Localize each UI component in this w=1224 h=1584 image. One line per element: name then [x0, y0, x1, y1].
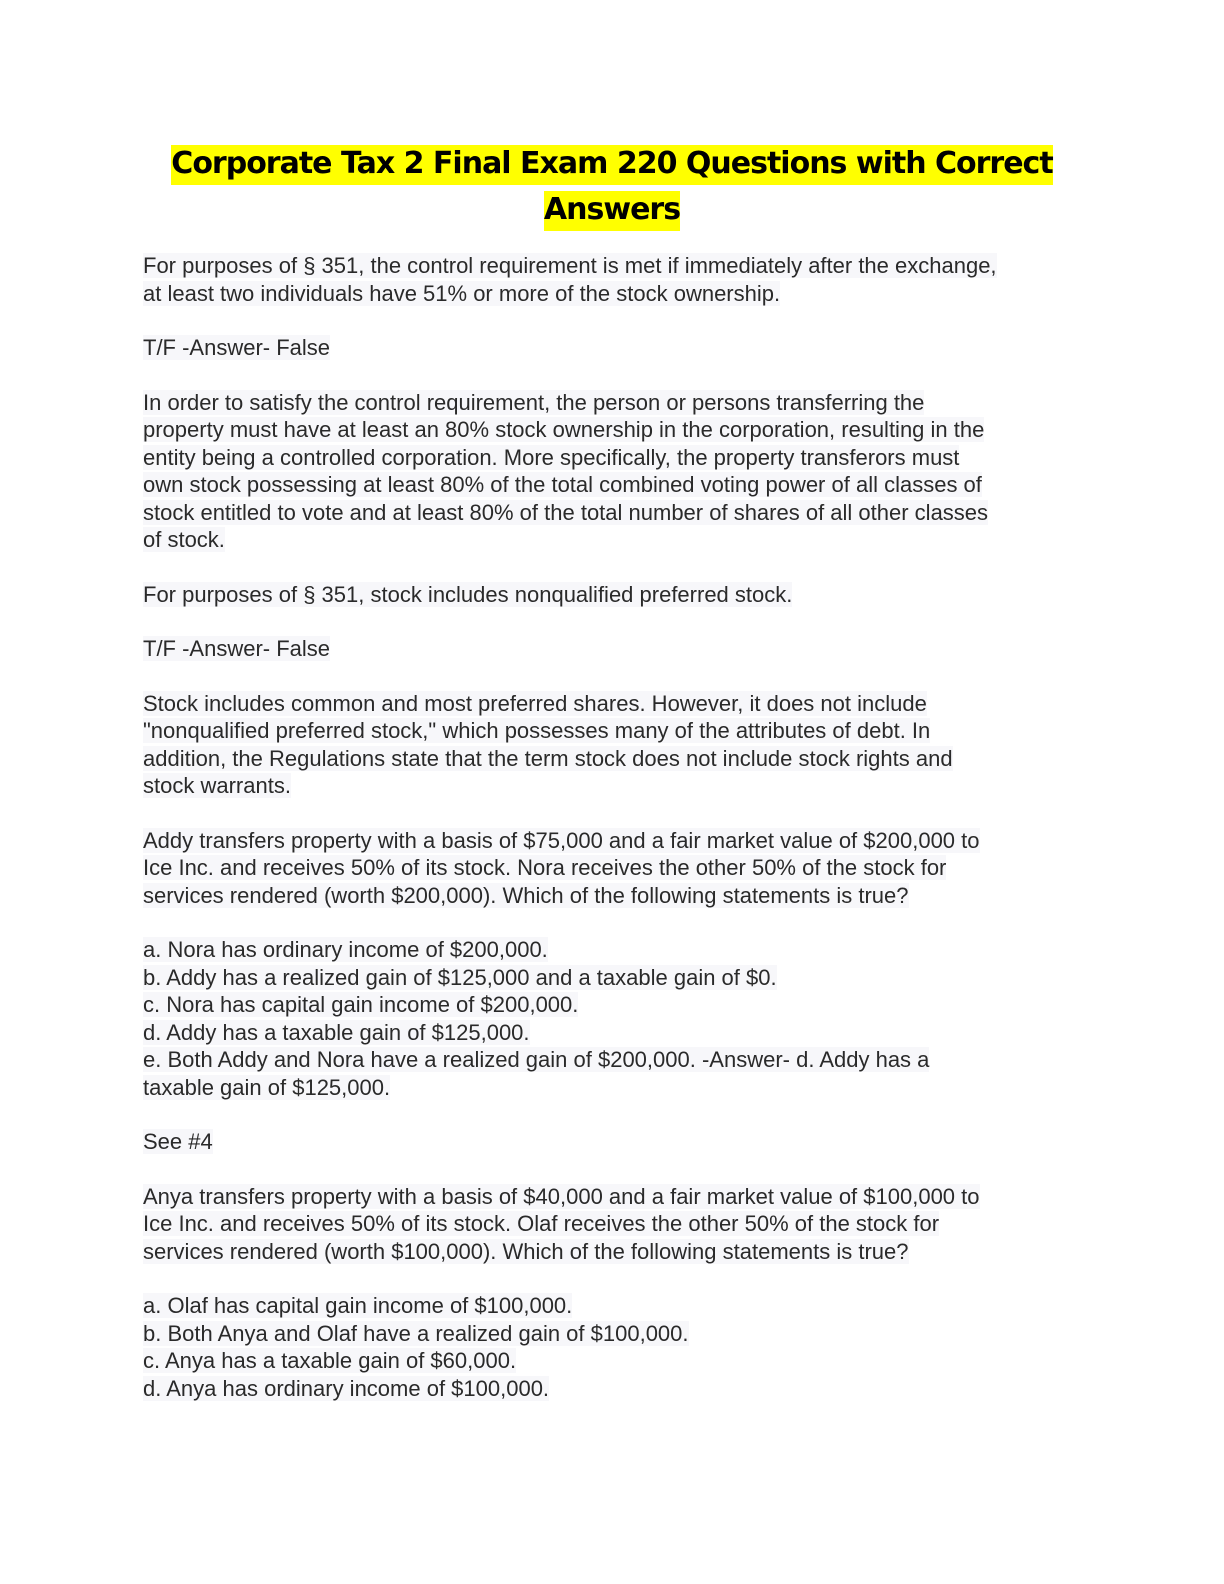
text-line	[143, 745, 1083, 773]
paragraph	[143, 1128, 1083, 1156]
text-line	[143, 526, 1083, 554]
text-line-content: In order to satisfy the control requirement, the person or persons transferring the	[143, 389, 925, 415]
paragraph	[143, 1183, 1083, 1266]
paragraph	[143, 334, 1083, 362]
text-line	[143, 717, 1083, 745]
text-line	[143, 1074, 1083, 1102]
text-line	[143, 827, 1083, 855]
text-line	[143, 444, 1083, 472]
text-line	[143, 1046, 1083, 1074]
text-line-content: a. Nora has ordinary income of $200,000.	[143, 937, 548, 962]
text-line-content: taxable gain of $125,000.	[143, 1074, 391, 1100]
text-line-content: of stock.	[143, 527, 225, 552]
text-line-content: Ice Inc. and receives 50% of its stock. Nora receives the other 50% of the stock for	[143, 855, 947, 880]
text-line	[143, 1292, 1083, 1320]
paragraph	[143, 635, 1083, 663]
text-line	[143, 1375, 1083, 1403]
text-line-content: Stock includes common and most preferred shares. However, it does not include	[143, 690, 927, 716]
page-title	[0, 146, 1224, 181]
text-line-content: entity being a controlled corporation. More specifically, the property transferors must	[143, 444, 960, 470]
text-line-content: c. Nora has capital gain income of $200,000.	[143, 992, 579, 1017]
paragraph	[143, 581, 1083, 609]
text-line-content: d. Addy has a taxable gain of $125,000.	[143, 1019, 530, 1045]
text-line	[143, 991, 1083, 1019]
text-line-content: b. Both Anya and Olaf have a realized gain of $100,000.	[143, 1320, 689, 1346]
text-line	[143, 936, 1083, 964]
text-line	[143, 389, 1083, 417]
text-line-content: e. Both Addy and Nora have a realized gain of $200,000. -Answer- d. Addy has a	[143, 1047, 930, 1072]
text-line-content: T/F -Answer- False	[143, 335, 331, 360]
text-line	[143, 635, 1083, 663]
text-line-content: T/F -Answer- False	[143, 636, 331, 661]
paragraph	[143, 690, 1083, 800]
text-line	[143, 1238, 1083, 1266]
paragraph	[143, 936, 1083, 1101]
title-line-2: Answers	[544, 191, 680, 231]
text-line	[143, 280, 1083, 308]
paragraph	[143, 827, 1083, 910]
text-line-content: stock warrants.	[143, 773, 291, 798]
text-line-content: Addy transfers property with a basis of $75,000 and a fair market value of $200,000 to	[143, 827, 980, 853]
text-line	[143, 854, 1083, 882]
text-line	[143, 1210, 1083, 1238]
text-line-content: stock entitled to vote and at least 80% of the total number of shares of all other classes	[143, 499, 989, 525]
text-line	[143, 499, 1083, 527]
text-line	[143, 1183, 1083, 1211]
text-line-content: "nonqualified preferred stock," which possesses many of the attributes of debt. In	[143, 718, 931, 743]
text-line-content: own stock possessing at least 80% of the total combined voting power of all classes of	[143, 472, 982, 497]
document-body	[143, 252, 1083, 1429]
text-line-content: Ice Inc. and receives 50% of its stock. Olaf receives the other 50% of the stock for	[143, 1211, 940, 1236]
page-title-continued	[0, 192, 1224, 227]
text-line-content: c. Anya has a taxable gain of $60,000.	[143, 1348, 517, 1373]
paragraph	[143, 252, 1083, 307]
text-line	[143, 252, 1083, 280]
text-line-content: For purposes of § 351, the control requirement is met if immediately after the exchange,	[143, 253, 997, 278]
text-line-content: addition, the Regulations state that the term stock does not include stock rights and	[143, 745, 953, 771]
text-line-content: d. Anya has ordinary income of $100,000.	[143, 1375, 550, 1401]
text-line	[143, 964, 1083, 992]
text-line	[143, 772, 1083, 800]
text-line	[143, 1128, 1083, 1156]
text-line-content: services rendered (worth $100,000). Which of the following statements is true?	[143, 1238, 909, 1264]
text-line	[143, 1019, 1083, 1047]
text-line	[143, 1347, 1083, 1375]
text-line	[143, 581, 1083, 609]
text-line	[143, 471, 1083, 499]
text-line	[143, 1320, 1083, 1348]
text-line	[143, 882, 1083, 910]
text-line	[143, 690, 1083, 718]
text-line-content: services rendered (worth $200,000). Which of the following statements is true?	[143, 882, 909, 908]
text-line-content: at least two individuals have 51% or more of the stock ownership.	[143, 280, 781, 306]
paragraph	[143, 389, 1083, 554]
text-line	[143, 334, 1083, 362]
text-line-content: For purposes of § 351, stock includes nonqualified preferred stock.	[143, 581, 793, 607]
text-line-content: property must have at least an 80% stock ownership in the corporation, resulting in the	[143, 417, 985, 442]
text-line-content: See #4	[143, 1129, 213, 1154]
title-line-1: Corporate Tax 2 Final Exam 220 Questions with Correct	[171, 145, 1052, 185]
text-line-content: Anya transfers property with a basis of $40,000 and a fair market value of $100,000 to	[143, 1183, 980, 1209]
paragraph	[143, 1292, 1083, 1402]
text-line-content: a. Olaf has capital gain income of $100,000.	[143, 1293, 573, 1318]
text-line-content: b. Addy has a realized gain of $125,000 and a taxable gain of $0.	[143, 964, 777, 990]
text-line	[143, 416, 1083, 444]
